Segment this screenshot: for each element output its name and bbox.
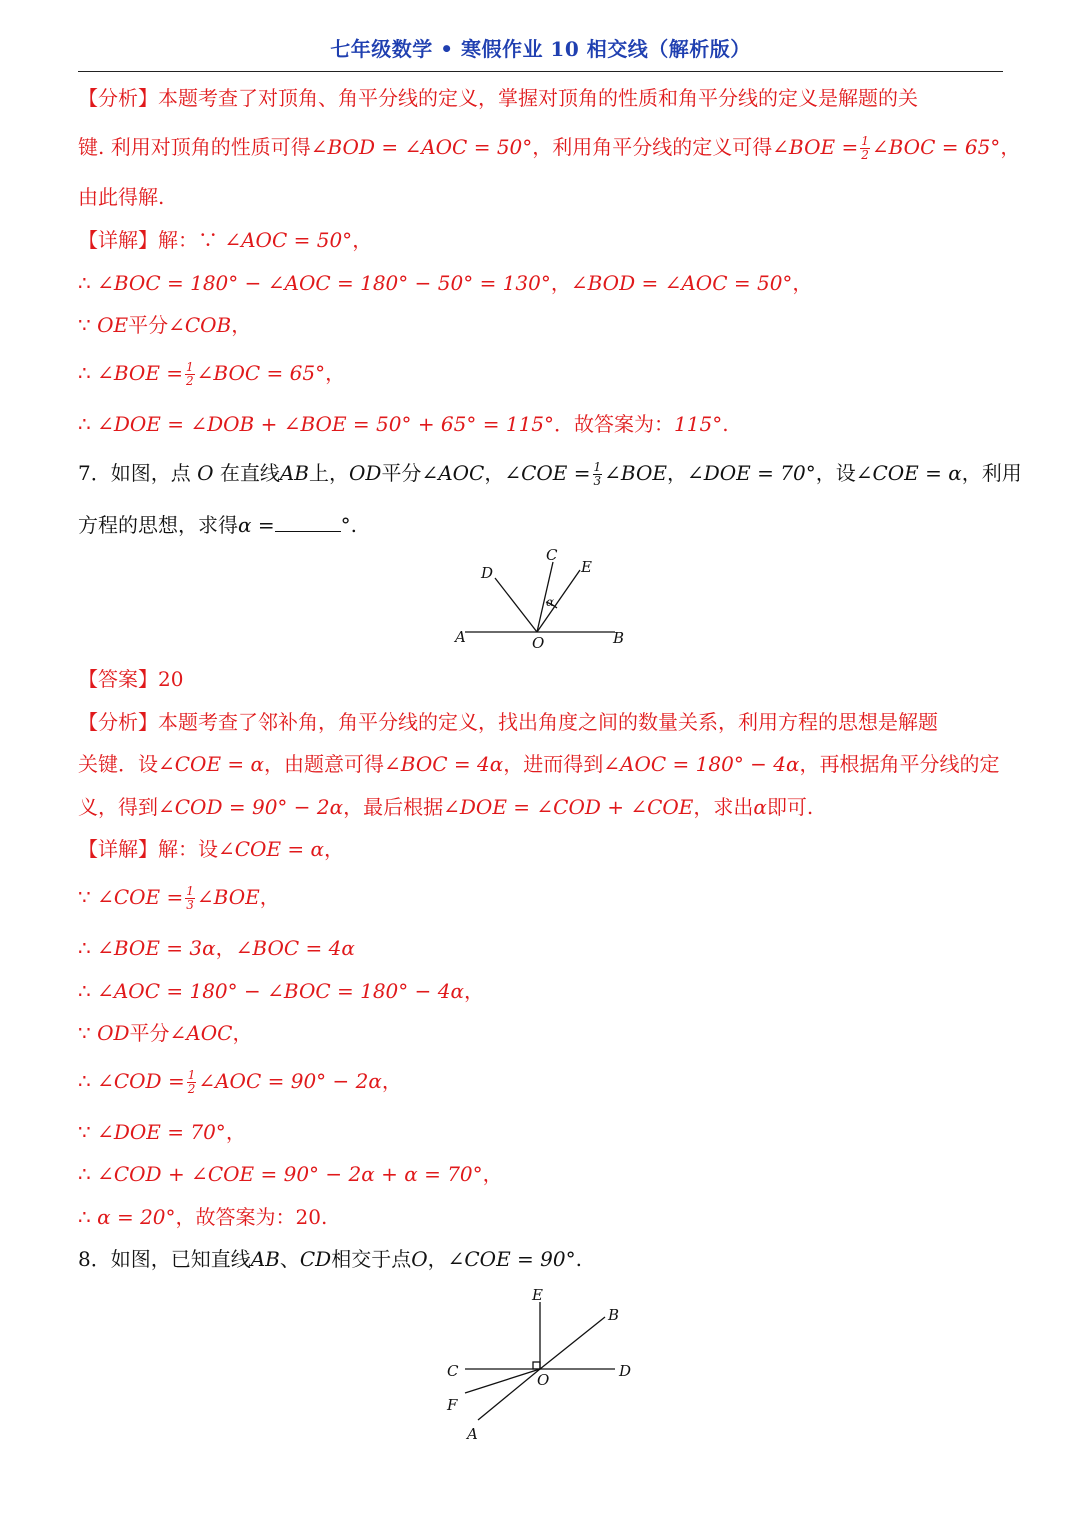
q7-analysis-line1: 【分析】本题考查了邻补角，角平分线的定义，找出角度之间的数量关系，利用方程的思想是解题 [78,710,938,734]
q7-detail-line6: ∴ ∠COD = $\frac{1}{2}$ ∠AOC = 90° − 2α， [78,1068,402,1096]
label-c: C [447,1362,459,1380]
label-f: F [447,1396,458,1414]
q7-figure [440,540,640,655]
label-o: O [537,1371,550,1389]
label-e: E [532,1286,543,1304]
label-c: C [546,546,558,564]
q7-analysis-line3: 义，得到∠COD = 90° − 2α，最后根据∠DOE = ∠COD + ∠COE，求出α即可. [78,795,814,819]
q6-detail-line4: ∴ ∠BOE = $\frac{1}{2}$ ∠BOC = 65°， [78,360,346,388]
q6-detail-line1: 【详解】解：∵ ∠AOC = 50°， [78,228,373,252]
fraction-one-half: $\frac{1}{2}$ [187,1068,196,1096]
label-a: A [467,1425,478,1443]
label-d: D [481,564,494,582]
q7-detail-line4: ∴ ∠AOC = 180° − ∠BOC = 180° − 4α， [78,979,484,1003]
label-alpha: α [546,595,555,609]
answer-blank [275,511,341,532]
q7-detail-line7: ∵ ∠DOE = 70°， [78,1120,246,1144]
label-d: D [619,1362,632,1380]
q6-analysis-line3: 由此得解. [78,185,165,209]
label-b: B [613,629,625,647]
q7-answer: 【答案】20 [78,667,184,691]
q7-detail-line3: ∴ ∠BOE = 3α，∠BOC = 4α [78,936,355,960]
q6-analysis-line1: 【分析】本题考查了对顶角、角平分线的定义，掌握对顶角的性质和角平分线的定义是解题的关 [78,86,918,110]
q6-analysis-line2: 键. 利用对顶角的性质可得∠BOD = ∠AOC = 50°，利用角平分线的定义可得∠BOE = $\frac{1}{2}$ ∠BOC = 65°， [78,134,1021,162]
q7-stem-line1: 7．如图，点 O 在直线AB上，OD平分∠AOC，∠COE = $\frac{1}{3}$ ∠BOE，∠DOE = 70°，设∠COE = α，利用 [78,460,1022,488]
page-title: 七年级数学 • 寒假作业 10 相交线（解析版） [330,37,751,61]
q7-analysis-line2: 关键．设∠COE = α，由题意可得∠BOC = 4α，进而得到∠AOC = 180° − 4α，再根据角平分线的定 [78,752,1000,776]
fraction-one-third: $\frac{1}{3}$ [186,884,194,912]
q8-figure [430,1280,650,1445]
page-header [78,28,1003,72]
label-b: B [608,1306,620,1324]
q7-stem-line2: 方程的思想，求得α = °. [78,513,357,537]
q7-detail-line9: ∴ α = 20°，故答案为：20. [78,1205,328,1229]
q7-detail-line5: ∵ OD平分∠AOC， [78,1021,253,1045]
q7-detail-line1: 【详解】解：设∠COE = α， [78,837,345,861]
q7-detail-line8: ∴ ∠COD + ∠COE = 90° − 2α + α = 70°， [78,1162,503,1186]
q6-detail-line3: ∵ OE平分∠COB， [78,313,252,337]
label-e: E [581,558,592,576]
q6-detail-line2: ∴ ∠BOC = 180° − ∠AOC = 180° − 50° = 130°，∠BOD = ∠AOC = 50°， [78,271,813,295]
fraction-one-third: $\frac{1}{3}$ [593,460,602,488]
label-a: A [455,628,466,646]
fraction-one-half: $\frac{1}{2}$ [861,134,869,162]
label-o: O [532,634,545,652]
q6-detail-line5: ∴ ∠DOE = ∠DOB + ∠BOE = 50° + 65° = 115°．故答案为：115°. [78,412,729,436]
q8-stem: 8．如图，已知直线AB、CD相交于点O，∠COE = 90°. [78,1247,582,1271]
q7-detail-line2: ∵ ∠COE = $\frac{1}{3}$ ∠BOE， [78,884,280,912]
fraction-one-half: $\frac{1}{2}$ [186,360,194,388]
